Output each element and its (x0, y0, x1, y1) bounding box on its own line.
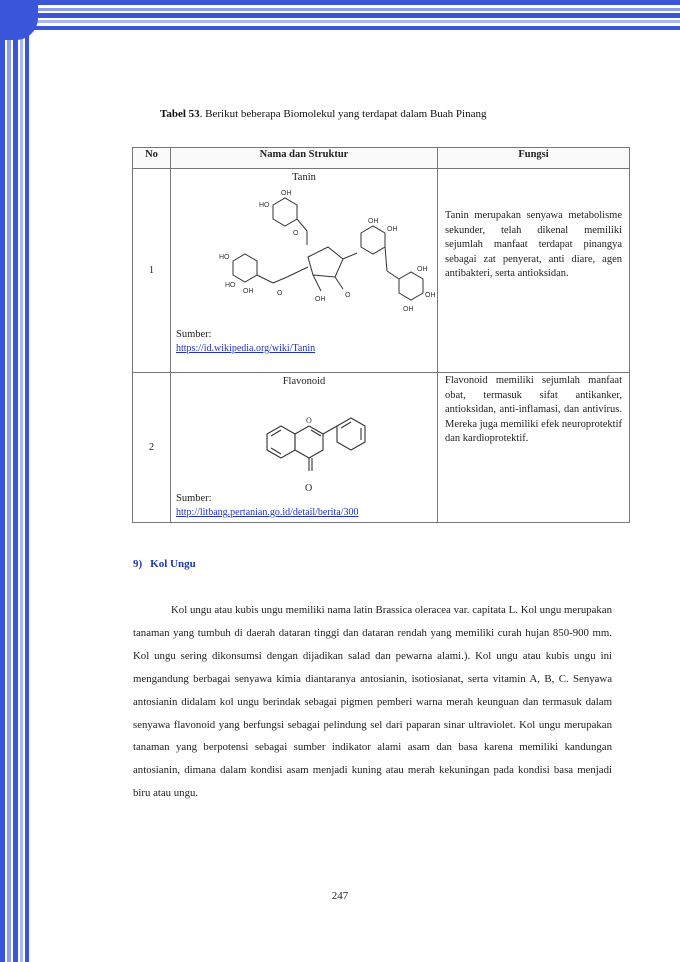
svg-text:HO: HO (225, 282, 236, 289)
body-paragraph (133, 599, 612, 805)
section-title: Kol Ungu (150, 558, 196, 570)
paragraph-text: Kol ungu atau kubis ungu memiliki nama latin Brassica oleracea var. capitata L. Kol ungu merupakan tanaman yang tumbuh di daerah dataran tinggi dan dataran rendah yang memiliki curah hujan 850-900 mm. Kol ungu sering dikonsumsi dengan dijadikan salad dan pewarna alami.). Kol ungu atau kubis ungu ini mengandung berbagai senyawa kimia diantaranya antosianin, isotiosianat, serta vitamin A, B, C. Senyawa antosianin didalam kol ungu berindak sebagai pigmen pemberi warna merah keunguan dan termasuk dalam senyawa flavonoid yang berfungsi sebagai pelindung sel dari paparan sinar ultraviolet. Kol ungu merupakan tanaman yang berpotensi sebagai sumber indikator alami asam dan basa karena memiliki kandungan antosianin, dimana dalam kondisi asam menjadi kuning atau merah kekuningan pada kondisi basa menjadi biru atau ungu. (133, 604, 612, 800)
function-text: Flavonoid memiliki sejumlah manfaat obat, termasuk sifat antikanker, antioksidan, anti-inflamasi, dan antivirus. Mereka juga memiliki efek neuroprotektif dan kardioprotektif. (445, 375, 622, 444)
svg-text:O: O (306, 416, 312, 425)
structure-cell (171, 373, 438, 523)
row-number: 1 (133, 169, 171, 373)
biomolecule-table (132, 147, 630, 523)
tannin-structure-image (203, 187, 436, 327)
carbonyl-oxygen-label: O (305, 483, 313, 494)
svg-text:O: O (345, 292, 351, 299)
table-header-row (133, 148, 630, 169)
section-number: 9) (133, 558, 143, 570)
table-row (133, 169, 630, 373)
svg-text:OH: OH (243, 288, 254, 295)
svg-text:HO: HO (219, 254, 230, 261)
left-border-stripes (0, 0, 34, 962)
header-no: No (133, 148, 171, 169)
svg-text:OH: OH (368, 218, 379, 225)
svg-text:OH: OH (315, 296, 326, 303)
structure-cell (171, 169, 438, 373)
flavonoid-structure-image (259, 389, 399, 489)
compound-name: Tanin (292, 172, 316, 183)
svg-text:OH: OH (403, 306, 414, 313)
source-link[interactable]: http://litbang.pertanian.go.id/detail/berita/300 (176, 507, 359, 518)
svg-text:O: O (293, 230, 299, 237)
source-label: Sumber: (176, 329, 212, 340)
function-text: Tanin merupakan senyawa metabolisme sekunder, telah dikenal memiliki sejumlah manfaat terdapat pinangya sebagai zat penyerat, anti diare, agen antibakteri, serta antioksidan. (445, 210, 622, 279)
row-number: 2 (133, 373, 171, 523)
source-label: Sumber: (176, 493, 212, 504)
top-border-stripes (0, 0, 680, 36)
function-cell (438, 169, 630, 373)
function-cell (438, 373, 630, 523)
header-name: Nama dan Struktur (171, 148, 438, 169)
section-heading (133, 558, 204, 570)
caption-label: Tabel 53 (160, 108, 200, 120)
svg-text:OH: OH (281, 190, 292, 197)
svg-text:OH: OH (417, 266, 428, 273)
table-caption (160, 108, 486, 120)
page-number: 247 (331, 890, 349, 902)
svg-text:OH: OH (387, 226, 398, 233)
svg-text:O: O (277, 290, 283, 297)
table-row (133, 373, 630, 523)
compound-name: Flavonoid (282, 376, 326, 387)
header-function: Fungsi (438, 148, 630, 169)
svg-text:OH: OH (425, 292, 436, 299)
svg-text:HO: HO (259, 202, 270, 209)
source-link[interactable]: https://id.wikipedia.org/wiki/Tanin (176, 343, 316, 354)
caption-text: . Berikut beberapa Biomolekul yang terdapat dalam Buah Pinang (199, 108, 487, 120)
